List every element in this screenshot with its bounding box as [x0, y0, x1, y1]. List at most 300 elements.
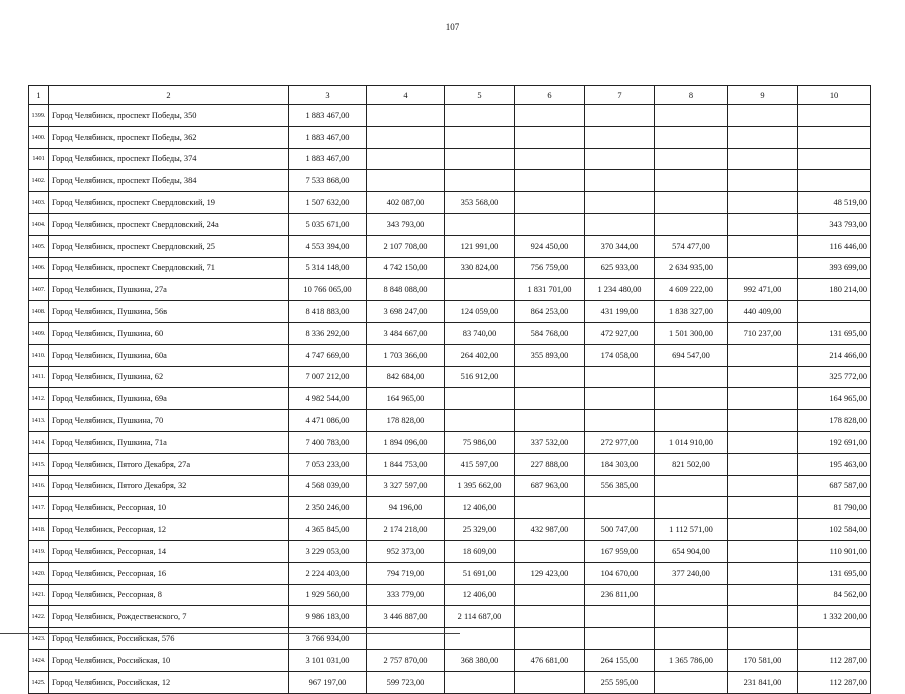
cell-c10: 343 793,00 [798, 213, 871, 235]
cell-c3: 3 766 934,00 [289, 628, 367, 650]
cell-c9: 992 471,00 [728, 279, 798, 301]
cell-addr: Город Челябинск, Пушкина, 69а [49, 388, 289, 410]
cell-c9 [728, 497, 798, 519]
cell-c8 [655, 671, 728, 693]
cell-c6 [515, 671, 585, 693]
cell-c6 [515, 584, 585, 606]
cell-addr: Город Челябинск, проспект Победы, 384 [49, 170, 289, 192]
cell-addr: Город Челябинск, Пушкина, 60 [49, 322, 289, 344]
cell-addr: Город Челябинск, Российская, 10 [49, 649, 289, 671]
data-table [28, 85, 871, 694]
cell-c10: 116 446,00 [798, 235, 871, 257]
cell-c5 [445, 410, 515, 432]
cell-c5: 25 329,00 [445, 519, 515, 541]
cell-c6 [515, 366, 585, 388]
cell-c10: 180 214,00 [798, 279, 871, 301]
cell-c3: 8 418 883,00 [289, 301, 367, 323]
table-row [29, 344, 871, 366]
cell-c3: 2 224 403,00 [289, 562, 367, 584]
cell-c7 [585, 366, 655, 388]
cell-c4: 2 757 870,00 [367, 649, 445, 671]
cell-c10: 178 828,00 [798, 410, 871, 432]
cell-c9: 440 409,00 [728, 301, 798, 323]
cell-c6: 756 759,00 [515, 257, 585, 279]
cell-c6: 924 450,00 [515, 235, 585, 257]
cell-c6 [515, 628, 585, 650]
cell-c3: 4 553 394,00 [289, 235, 367, 257]
cell-c4 [367, 126, 445, 148]
cell-c8 [655, 584, 728, 606]
cell-c5 [445, 279, 515, 301]
cell-c3: 1 883 467,00 [289, 126, 367, 148]
cell-c9 [728, 148, 798, 170]
cell-c7: 104 670,00 [585, 562, 655, 584]
cell-c5: 75 986,00 [445, 431, 515, 453]
table-row [29, 649, 871, 671]
cell-c5: 124 059,00 [445, 301, 515, 323]
cell-c7 [585, 606, 655, 628]
cell-n: 1404. [29, 213, 49, 235]
cell-n: 1412. [29, 388, 49, 410]
cell-c7: 370 344,00 [585, 235, 655, 257]
cell-c4: 2 174 218,00 [367, 519, 445, 541]
header-cell: 10 [798, 86, 871, 105]
cell-c6 [515, 410, 585, 432]
cell-c4: 794 719,00 [367, 562, 445, 584]
cell-addr: Город Челябинск, Пушкина, 27а [49, 279, 289, 301]
cell-c3: 4 471 086,00 [289, 410, 367, 432]
cell-n: 1406. [29, 257, 49, 279]
cell-c10: 687 587,00 [798, 475, 871, 497]
table-row [29, 584, 871, 606]
cell-c10 [798, 105, 871, 127]
cell-c8 [655, 366, 728, 388]
cell-c10: 81 790,00 [798, 497, 871, 519]
table-row [29, 497, 871, 519]
cell-n: 1410. [29, 344, 49, 366]
cell-c7 [585, 388, 655, 410]
cell-c10: 48 519,00 [798, 192, 871, 214]
cell-n: 1407. [29, 279, 49, 301]
cell-n: 1422. [29, 606, 49, 628]
cell-c9 [728, 584, 798, 606]
cell-c4: 1 894 096,00 [367, 431, 445, 453]
cell-c7 [585, 213, 655, 235]
cell-c7: 625 933,00 [585, 257, 655, 279]
cell-c8: 1 365 786,00 [655, 649, 728, 671]
cell-addr: Город Челябинск, проспект Свердловский, 25 [49, 235, 289, 257]
cell-c6: 1 831 701,00 [515, 279, 585, 301]
cell-c8 [655, 606, 728, 628]
cell-c8: 2 634 935,00 [655, 257, 728, 279]
cell-c3: 8 336 292,00 [289, 322, 367, 344]
cell-c4: 3 446 887,00 [367, 606, 445, 628]
cell-addr: Город Челябинск, проспект Победы, 374 [49, 148, 289, 170]
cell-addr: Город Челябинск, Пятого Декабря, 32 [49, 475, 289, 497]
cell-c9 [728, 628, 798, 650]
cell-c3: 2 350 246,00 [289, 497, 367, 519]
cell-c7: 264 155,00 [585, 649, 655, 671]
cell-c5: 83 740,00 [445, 322, 515, 344]
cell-c7: 272 977,00 [585, 431, 655, 453]
table-row [29, 431, 871, 453]
table-row [29, 388, 871, 410]
cell-addr: Город Челябинск, Рессорная, 16 [49, 562, 289, 584]
cell-c8 [655, 628, 728, 650]
cell-c5: 12 406,00 [445, 497, 515, 519]
cell-addr: Город Челябинск, Рессорная, 10 [49, 497, 289, 519]
cell-c6 [515, 192, 585, 214]
cell-c5: 51 691,00 [445, 562, 515, 584]
cell-c9 [728, 105, 798, 127]
cell-c10: 112 287,00 [798, 671, 871, 693]
cell-addr: Город Челябинск, проспект Победы, 362 [49, 126, 289, 148]
cell-c5 [445, 148, 515, 170]
cell-n: 1413. [29, 410, 49, 432]
header-cell: 1 [29, 86, 49, 105]
cell-c6 [515, 126, 585, 148]
cell-c3: 1 929 560,00 [289, 584, 367, 606]
cell-c4: 333 779,00 [367, 584, 445, 606]
cell-addr: Город Челябинск, Пушкина, 60а [49, 344, 289, 366]
cell-c9 [728, 366, 798, 388]
cell-c5: 12 406,00 [445, 584, 515, 606]
cell-c8 [655, 410, 728, 432]
cell-c8 [655, 105, 728, 127]
cell-c6: 864 253,00 [515, 301, 585, 323]
header-cell: 3 [289, 86, 367, 105]
cell-n: 1419. [29, 540, 49, 562]
cell-addr: Город Челябинск, Российская, 576 [49, 628, 289, 650]
table-row [29, 366, 871, 388]
table-row [29, 301, 871, 323]
cell-c4: 2 107 708,00 [367, 235, 445, 257]
cell-c8 [655, 126, 728, 148]
cell-addr: Город Челябинск, Рессорная, 8 [49, 584, 289, 606]
cell-c3: 1 883 467,00 [289, 148, 367, 170]
cell-c3: 5 314 148,00 [289, 257, 367, 279]
cell-c9: 231 841,00 [728, 671, 798, 693]
cell-addr: Город Челябинск, Российская, 12 [49, 671, 289, 693]
cell-c8: 574 477,00 [655, 235, 728, 257]
cell-c10 [798, 148, 871, 170]
cell-c9 [728, 235, 798, 257]
cell-c9 [728, 192, 798, 214]
table-row [29, 170, 871, 192]
table-row [29, 519, 871, 541]
cell-c4: 952 373,00 [367, 540, 445, 562]
cell-n: 1423. [29, 628, 49, 650]
cell-c6: 687 963,00 [515, 475, 585, 497]
cell-c10: 84 562,00 [798, 584, 871, 606]
cell-n: 1417. [29, 497, 49, 519]
cell-c9 [728, 213, 798, 235]
cell-c7 [585, 192, 655, 214]
cell-c8 [655, 213, 728, 235]
cell-c8: 4 609 222,00 [655, 279, 728, 301]
cell-c6 [515, 213, 585, 235]
cell-n: 1425. [29, 671, 49, 693]
cell-c10: 131 695,00 [798, 322, 871, 344]
table-row [29, 105, 871, 127]
cell-c10: 325 772,00 [798, 366, 871, 388]
cell-c10: 112 287,00 [798, 649, 871, 671]
footer-rule [0, 633, 460, 634]
cell-addr: Город Челябинск, проспект Победы, 350 [49, 105, 289, 127]
cell-n: 1401 [29, 148, 49, 170]
cell-c10 [798, 126, 871, 148]
cell-c10: 214 466,00 [798, 344, 871, 366]
cell-c10 [798, 170, 871, 192]
cell-c7: 174 058,00 [585, 344, 655, 366]
cell-n: 1399. [29, 105, 49, 127]
cell-c7 [585, 410, 655, 432]
cell-c4: 3 484 667,00 [367, 322, 445, 344]
cell-c5: 2 114 687,00 [445, 606, 515, 628]
cell-c8: 377 240,00 [655, 562, 728, 584]
cell-c9 [728, 344, 798, 366]
table-row [29, 126, 871, 148]
cell-c7: 500 747,00 [585, 519, 655, 541]
table-row [29, 628, 871, 650]
cell-c4: 164 965,00 [367, 388, 445, 410]
table-row [29, 606, 871, 628]
cell-c5: 353 568,00 [445, 192, 515, 214]
cell-c9 [728, 126, 798, 148]
cell-c4 [367, 170, 445, 192]
cell-n: 1418. [29, 519, 49, 541]
cell-c8 [655, 475, 728, 497]
cell-c5: 18 609,00 [445, 540, 515, 562]
cell-c6: 227 888,00 [515, 453, 585, 475]
table-row [29, 192, 871, 214]
cell-c5: 264 402,00 [445, 344, 515, 366]
cell-n: 1420. [29, 562, 49, 584]
cell-c7 [585, 105, 655, 127]
cell-c7: 1 234 480,00 [585, 279, 655, 301]
cell-c5: 1 395 662,00 [445, 475, 515, 497]
cell-c5 [445, 170, 515, 192]
cell-c6 [515, 388, 585, 410]
cell-c4: 3 327 597,00 [367, 475, 445, 497]
cell-c9 [728, 257, 798, 279]
cell-c9: 170 581,00 [728, 649, 798, 671]
cell-c6: 432 987,00 [515, 519, 585, 541]
cell-c9 [728, 388, 798, 410]
cell-c5 [445, 105, 515, 127]
cell-c9 [728, 519, 798, 541]
cell-c8: 1 501 300,00 [655, 322, 728, 344]
cell-c3: 7 400 783,00 [289, 431, 367, 453]
cell-c10: 192 691,00 [798, 431, 871, 453]
cell-c4 [367, 105, 445, 127]
cell-c3: 1 507 632,00 [289, 192, 367, 214]
cell-c3: 4 747 669,00 [289, 344, 367, 366]
cell-addr: Город Челябинск, Пушкина, 70 [49, 410, 289, 432]
cell-c10: 393 699,00 [798, 257, 871, 279]
cell-n: 1405. [29, 235, 49, 257]
cell-c4 [367, 148, 445, 170]
cell-c7: 472 927,00 [585, 322, 655, 344]
cell-c9 [728, 410, 798, 432]
table-row [29, 671, 871, 693]
cell-n: 1402. [29, 170, 49, 192]
cell-n: 1400. [29, 126, 49, 148]
cell-addr: Город Челябинск, Рождественского, 7 [49, 606, 289, 628]
cell-c9 [728, 453, 798, 475]
cell-c3: 5 035 671,00 [289, 213, 367, 235]
cell-c8: 694 547,00 [655, 344, 728, 366]
table-row [29, 322, 871, 344]
cell-n: 1421. [29, 584, 49, 606]
table-row [29, 475, 871, 497]
table-row [29, 562, 871, 584]
cell-c9 [728, 170, 798, 192]
table-row [29, 453, 871, 475]
cell-c7: 556 385,00 [585, 475, 655, 497]
cell-c10: 110 901,00 [798, 540, 871, 562]
cell-c8: 654 904,00 [655, 540, 728, 562]
cell-c8 [655, 388, 728, 410]
cell-c4: 178 828,00 [367, 410, 445, 432]
cell-c8: 1 838 327,00 [655, 301, 728, 323]
cell-c3: 7 053 233,00 [289, 453, 367, 475]
cell-c4 [367, 628, 445, 650]
header-cell: 8 [655, 86, 728, 105]
cell-c6 [515, 497, 585, 519]
cell-c4: 343 793,00 [367, 213, 445, 235]
cell-c6: 129 423,00 [515, 562, 585, 584]
cell-c5 [445, 388, 515, 410]
cell-c6 [515, 148, 585, 170]
cell-c6: 337 532,00 [515, 431, 585, 453]
cell-n: 1409. [29, 322, 49, 344]
cell-c8 [655, 497, 728, 519]
header-cell: 5 [445, 86, 515, 105]
table-row [29, 213, 871, 235]
cell-c8: 821 502,00 [655, 453, 728, 475]
cell-addr: Город Челябинск, Рессорная, 14 [49, 540, 289, 562]
cell-c9 [728, 475, 798, 497]
cell-addr: Город Челябинск, Пушкина, 71а [49, 431, 289, 453]
cell-c9 [728, 431, 798, 453]
cell-addr: Город Челябинск, Пятого Декабря, 27а [49, 453, 289, 475]
cell-c6 [515, 540, 585, 562]
cell-n: 1411. [29, 366, 49, 388]
cell-c8 [655, 192, 728, 214]
cell-c10 [798, 628, 871, 650]
cell-c10 [798, 301, 871, 323]
table-row [29, 257, 871, 279]
cell-c5 [445, 213, 515, 235]
cell-c4: 94 196,00 [367, 497, 445, 519]
cell-n: 1424. [29, 649, 49, 671]
header-row [29, 86, 871, 105]
cell-c4: 599 723,00 [367, 671, 445, 693]
cell-c3: 4 982 544,00 [289, 388, 367, 410]
table-row [29, 279, 871, 301]
cell-c3: 1 883 467,00 [289, 105, 367, 127]
cell-c10: 102 584,00 [798, 519, 871, 541]
cell-c5 [445, 126, 515, 148]
cell-c4: 402 087,00 [367, 192, 445, 214]
cell-c5: 516 912,00 [445, 366, 515, 388]
cell-c6 [515, 170, 585, 192]
header-cell: 2 [49, 86, 289, 105]
cell-c10: 1 332 200,00 [798, 606, 871, 628]
cell-c8: 1 014 910,00 [655, 431, 728, 453]
cell-c4: 4 742 150,00 [367, 257, 445, 279]
table-row [29, 410, 871, 432]
cell-c7: 431 199,00 [585, 301, 655, 323]
header-cell: 6 [515, 86, 585, 105]
cell-c5 [445, 628, 515, 650]
cell-n: 1408. [29, 301, 49, 323]
cell-c6 [515, 105, 585, 127]
cell-c7 [585, 170, 655, 192]
cell-c10: 195 463,00 [798, 453, 871, 475]
cell-c6: 584 768,00 [515, 322, 585, 344]
cell-c7: 255 595,00 [585, 671, 655, 693]
cell-c4: 1 703 366,00 [367, 344, 445, 366]
cell-c6: 476 681,00 [515, 649, 585, 671]
cell-c3: 3 101 031,00 [289, 649, 367, 671]
cell-c10: 164 965,00 [798, 388, 871, 410]
cell-c7: 167 959,00 [585, 540, 655, 562]
cell-c3: 967 197,00 [289, 671, 367, 693]
cell-c9: 710 237,00 [728, 322, 798, 344]
table-row [29, 148, 871, 170]
cell-c7 [585, 497, 655, 519]
cell-addr: Город Челябинск, проспект Свердловский, 71 [49, 257, 289, 279]
cell-c4: 3 698 247,00 [367, 301, 445, 323]
cell-c9 [728, 562, 798, 584]
cell-n: 1415. [29, 453, 49, 475]
cell-n: 1416. [29, 475, 49, 497]
cell-c7 [585, 126, 655, 148]
cell-c7 [585, 628, 655, 650]
header-cell: 7 [585, 86, 655, 105]
cell-c3: 10 766 065,00 [289, 279, 367, 301]
cell-c6 [515, 606, 585, 628]
cell-c3: 7 533 868,00 [289, 170, 367, 192]
header-cell: 9 [728, 86, 798, 105]
cell-c5 [445, 671, 515, 693]
cell-n: 1403. [29, 192, 49, 214]
cell-c8: 1 112 571,00 [655, 519, 728, 541]
cell-c10: 131 695,00 [798, 562, 871, 584]
cell-c9 [728, 540, 798, 562]
cell-c7: 236 811,00 [585, 584, 655, 606]
cell-c9 [728, 606, 798, 628]
cell-c5: 121 991,00 [445, 235, 515, 257]
table-row [29, 235, 871, 257]
cell-c3: 9 986 183,00 [289, 606, 367, 628]
table-row [29, 540, 871, 562]
cell-c8 [655, 148, 728, 170]
cell-c3: 3 229 053,00 [289, 540, 367, 562]
cell-c5: 415 597,00 [445, 453, 515, 475]
cell-c8 [655, 170, 728, 192]
cell-c3: 7 007 212,00 [289, 366, 367, 388]
cell-c5: 330 824,00 [445, 257, 515, 279]
cell-addr: Город Челябинск, проспект Свердловский, 19 [49, 192, 289, 214]
cell-c7 [585, 148, 655, 170]
cell-n: 1414. [29, 431, 49, 453]
cell-c3: 4 568 039,00 [289, 475, 367, 497]
cell-addr: Город Челябинск, Пушкина, 62 [49, 366, 289, 388]
cell-c4: 1 844 753,00 [367, 453, 445, 475]
